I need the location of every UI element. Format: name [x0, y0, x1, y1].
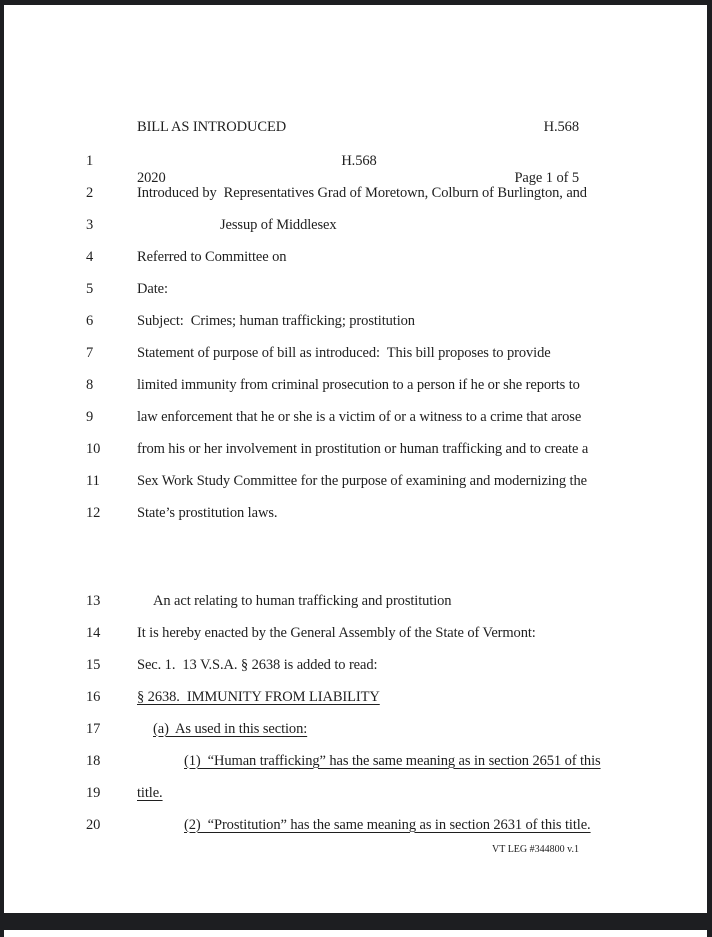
line-text: title. — [137, 784, 163, 801]
document-line — [4, 369, 707, 401]
line-text: Sex Work Study Committee for the purpose of examining and modernizing the — [137, 472, 587, 489]
line-text: Subject: Crimes; human trafficking; prostitution — [137, 312, 415, 329]
document-line — [4, 433, 707, 465]
document-line — [4, 401, 707, 433]
header-year: 2020 — [137, 170, 166, 186]
line-text: H.568 — [341, 152, 377, 169]
line-text: Introduced by Representatives Grad of Moretown, Colburn of Burlington, and — [137, 184, 587, 201]
line-text: Statement of purpose of bill as introduced: This bill proposes to provide — [137, 344, 551, 361]
line-text: Referred to Committee on — [137, 248, 287, 265]
line-number: 3 — [86, 216, 94, 233]
line-text: Sec. 1. 13 V.S.A. § 2638 is added to read: — [137, 656, 378, 673]
line-number: 18 — [86, 752, 101, 769]
header-bill-number: H.568 — [543, 119, 579, 135]
line-number: 9 — [86, 408, 94, 425]
line-text: Date: — [137, 280, 168, 297]
line-rows — [4, 145, 707, 841]
line-number: 12 — [86, 504, 101, 521]
line-text: from his or her involvement in prostitution or human trafficking and to create a — [137, 440, 589, 457]
document-line — [4, 777, 707, 809]
document-line — [4, 177, 707, 209]
document-line — [4, 649, 707, 681]
line-number: 7 — [86, 344, 94, 361]
line-number: 1 — [86, 152, 94, 169]
document-line — [4, 465, 707, 497]
line-number: 16 — [86, 688, 101, 705]
line-text: law enforcement that he or she is a victim of or a witness to a crime that arose — [137, 408, 582, 425]
header-page-indicator: Page 1 of 5 — [514, 170, 579, 186]
document-line — [4, 585, 707, 617]
line-text: It is hereby enacted by the General Assembly of the State of Vermont: — [137, 624, 536, 641]
document-line — [4, 145, 707, 177]
line-number: 10 — [86, 440, 101, 457]
line-text: limited immunity from criminal prosecution to a person if he or she reports to — [137, 376, 580, 393]
line-number: 15 — [86, 656, 101, 673]
document-line — [4, 241, 707, 273]
document-line — [4, 337, 707, 369]
line-number: 17 — [86, 720, 101, 737]
document-line — [4, 273, 707, 305]
line-text: Jessup of Middlesex — [220, 216, 337, 233]
line-number: 4 — [86, 248, 94, 265]
line-number: 2 — [86, 184, 94, 201]
line-number: 8 — [86, 376, 94, 393]
line-text: § 2638. IMMUNITY FROM LIABILITY — [137, 688, 380, 705]
line-text: (a) As used in this section: — [153, 720, 308, 737]
line-number: 5 — [86, 280, 94, 297]
document-line — [4, 305, 707, 337]
document-line — [4, 713, 707, 745]
header-bill-status: BILL AS INTRODUCED — [137, 119, 287, 135]
line-number: 14 — [86, 624, 101, 641]
line-number: 11 — [86, 472, 100, 489]
line-text: State’s prostitution laws. — [137, 504, 278, 521]
document-page-1 — [4, 5, 707, 913]
line-number: 20 — [86, 816, 101, 833]
document-line — [4, 809, 707, 841]
document-line — [4, 209, 707, 241]
line-text: (1) “Human trafficking” has the same meaning as in section 2651 of this — [184, 752, 601, 769]
document-line — [4, 681, 707, 713]
document-line — [4, 617, 707, 649]
line-text: An act relating to human trafficking and prostitution — [153, 592, 452, 609]
document-line — [4, 745, 707, 777]
line-number: 19 — [86, 784, 101, 801]
document-line — [4, 497, 707, 529]
document-footer-reference: VT LEG #344800 v.1 — [492, 844, 579, 855]
line-number: 6 — [86, 312, 94, 329]
document-page-2-top-edge — [4, 930, 707, 937]
line-text: (2) “Prostitution” has the same meaning as in section 2631 of this title. — [184, 816, 591, 833]
line-number: 13 — [86, 592, 101, 609]
